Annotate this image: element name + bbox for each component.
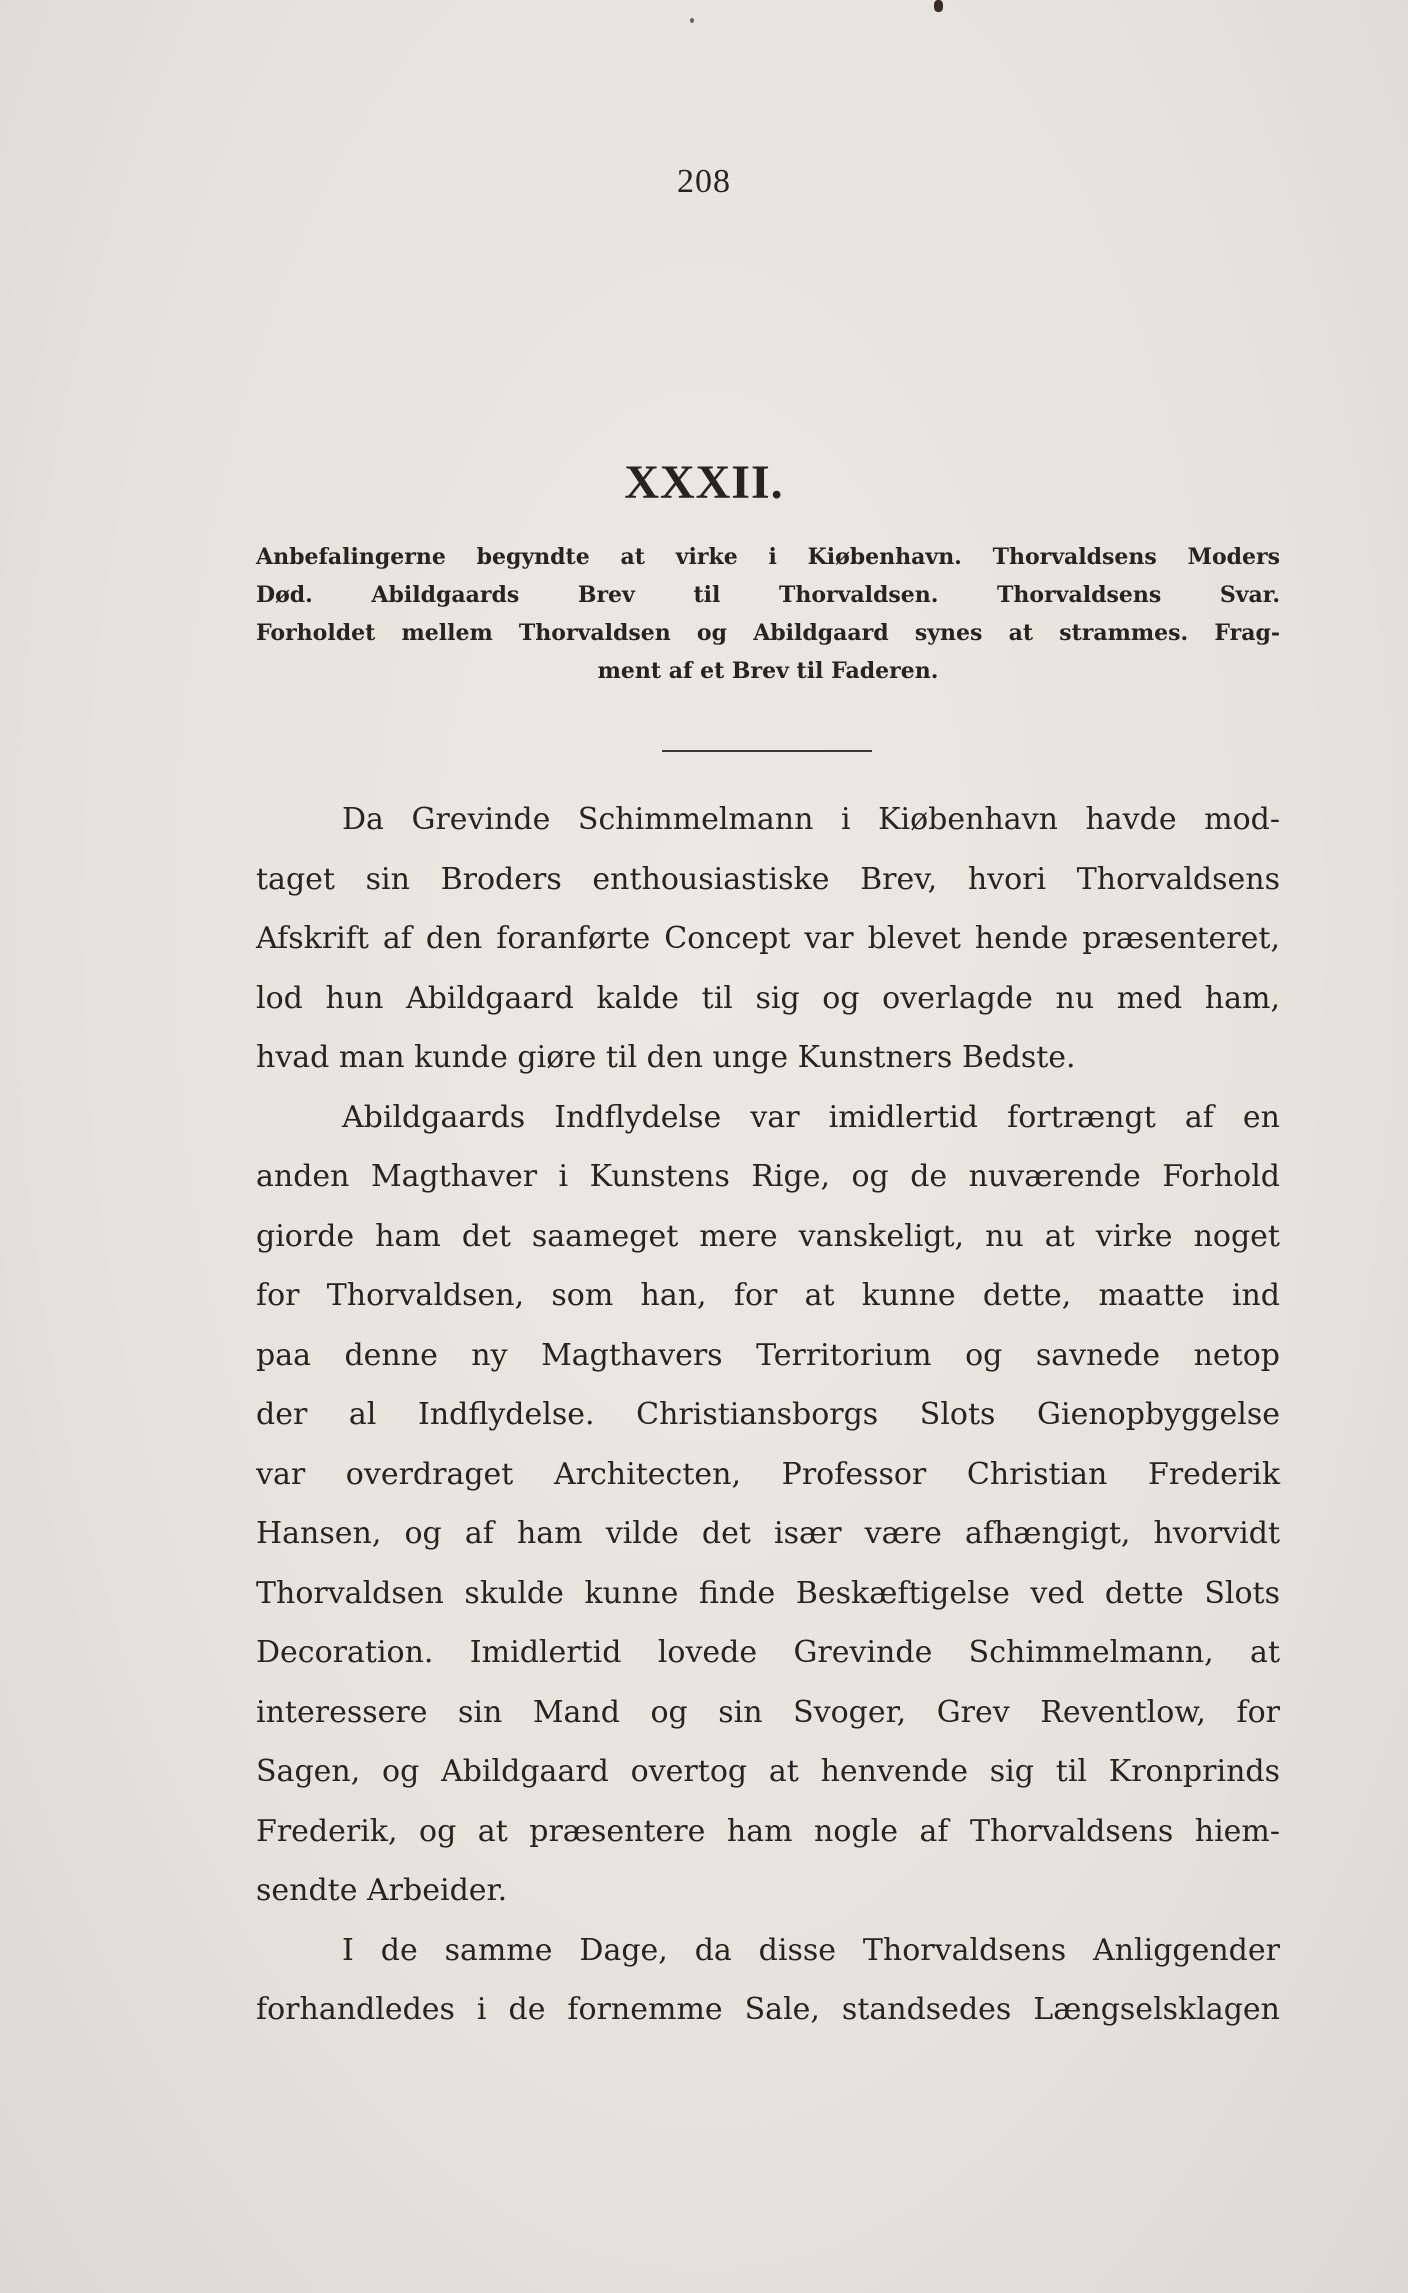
summary-line: Anbefalingerne begyndte at virke i Kiøbenhavn. Thorvaldsens Moders xyxy=(256,544,1280,570)
text-line: giorde ham det saameget mere vanskeligt, nu at virke noget xyxy=(256,1218,1280,1254)
paragraph xyxy=(256,1921,1280,2040)
summary-line: Forholdet mellem Thorvaldsen og Abildgaard synes at strammes. Frag- xyxy=(256,620,1280,646)
text-line: for Thorvaldsen, som han, for at kunne dette, maatte ind xyxy=(256,1278,1280,1313)
text-line: lod hun Abildgaard kalde til sig og overlagde nu med ham, xyxy=(256,980,1280,1016)
text-line: hvad man kunde giøre til den unge Kunstners Bedste. xyxy=(256,1040,1076,1075)
text-line: Thorvaldsen skulde kunne finde Beskæftigelse ved dette Slots xyxy=(256,1575,1280,1611)
text-line: Afskrift af den foranførte Concept var blevet hende præsenteret, xyxy=(256,921,1280,956)
text-line: anden Magthaver i Kunstens Rige, og de nuværende Forhold xyxy=(256,1159,1280,1194)
ink-speck xyxy=(690,18,694,23)
chapter-heading: XXXII. xyxy=(624,456,784,509)
text-line: Hansen, og af ham vilde det især være afhængigt, hvorvidt xyxy=(256,1516,1280,1551)
summary-line: Død. Abildgaards Brev til Thorvaldsen. Thorvaldsens Svar. xyxy=(256,582,1280,608)
text-line: Sagen, og Abildgaard overtog at henvende sig til Kronprinds xyxy=(256,1754,1280,1789)
text-line: interessere sin Mand og sin Svoger, Grev Reventlow, for xyxy=(256,1694,1280,1730)
text-line: I de samme Dage, da disse Thorvaldsens Anliggender xyxy=(342,1932,1280,1968)
text-line: paa denne ny Magthavers Territorium og savnede netop xyxy=(256,1337,1280,1373)
text-line: forhandledes i de fornemme Sale, standsedes Længselsklagen xyxy=(256,1992,1280,2027)
text-line: sendte Arbeider. xyxy=(256,1873,508,1908)
paragraph xyxy=(256,1088,1280,1921)
chapter-summary xyxy=(256,538,1280,690)
text-line: Frederik, og at præsentere ham nogle af Thorvaldsens hiem- xyxy=(256,1813,1280,1849)
text-line: Decoration. Imidlertid lovede Grevinde Schimmelmann, at xyxy=(256,1635,1280,1670)
section-divider xyxy=(662,750,872,752)
text-line: Abildgaards Indflydelse var imidlertid fortrængt af en xyxy=(342,1099,1280,1135)
text-line: taget sin Broders enthousiastiske Brev, hvori Thorvaldsens xyxy=(256,861,1280,897)
text-line: Da Grevinde Schimmelmann i Kiøbenhavn havde mod- xyxy=(342,802,1280,837)
body-text xyxy=(256,790,1280,2040)
summary-line: ment af et Brev til Faderen. xyxy=(597,658,939,684)
text-line: var overdraget Architecten, Professor Christian Frederik xyxy=(256,1456,1280,1492)
ink-mark xyxy=(934,0,943,12)
paragraph xyxy=(256,790,1280,1088)
text-line: der al Indflydelse. Christiansborgs Slots Gienopbyggelse xyxy=(256,1397,1280,1432)
page-number: 208 xyxy=(677,163,731,200)
